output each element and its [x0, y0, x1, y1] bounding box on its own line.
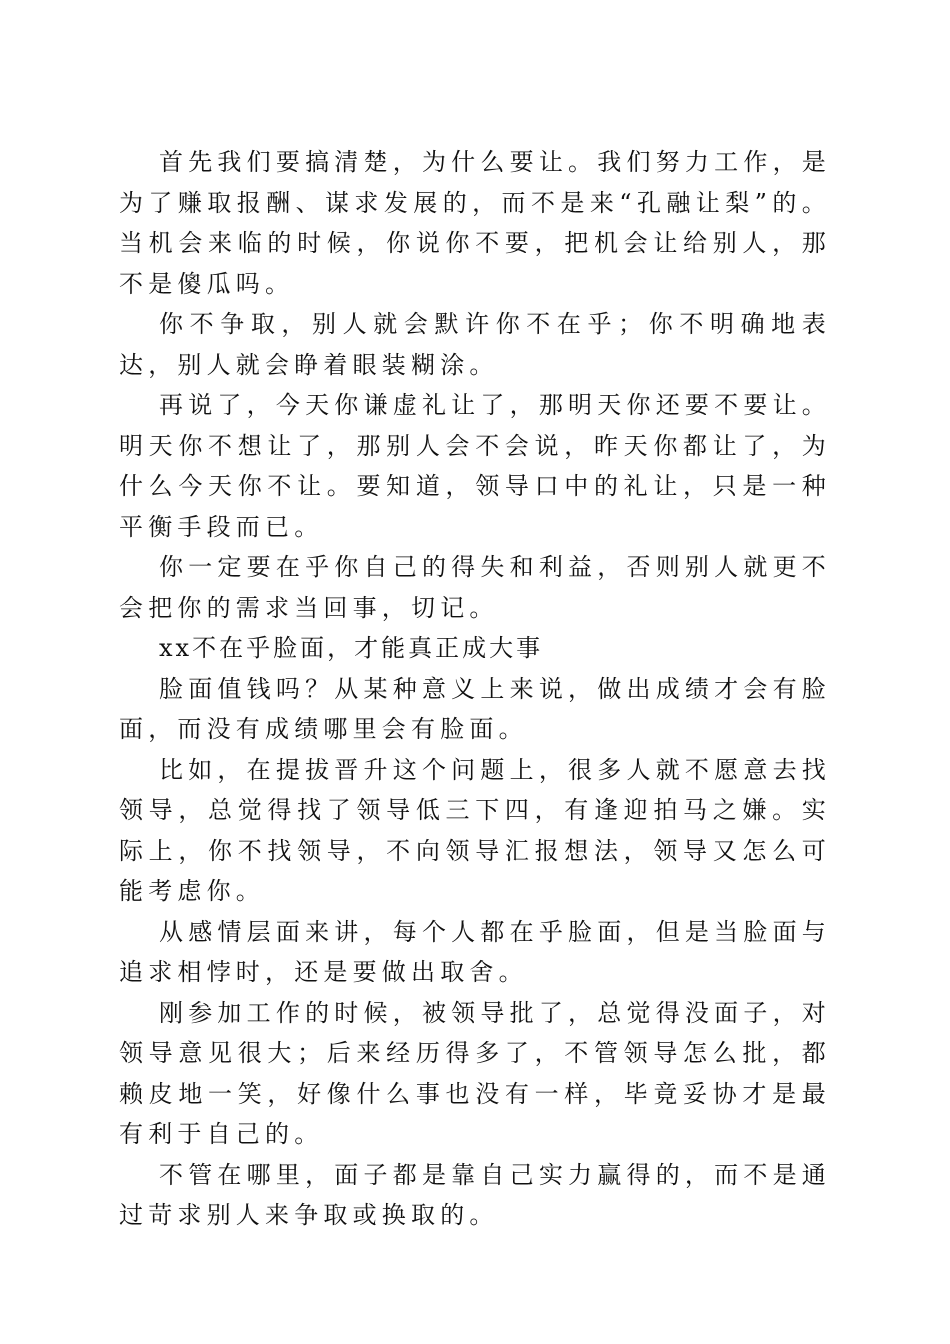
document-body — [119, 142, 831, 1236]
paragraph-1: 首先我们要搞清楚，为什么要让。我们努力工作，是为了赚取报酬、谋求发展的，而不是来“孔融让梨”的。当机会来临的时候，你说你不要，把机会让给别人，那不是傻瓜吗。 — [119, 148, 831, 298]
paragraph-9: 不管在哪里，面子都是靠自己实力赢得的，而不是通过苛求别人来争取或换取的。 — [119, 1160, 831, 1229]
paragraph-4: 你一定要在乎你自己的得失和利益，否则别人就更不会把你的需求当回事，切记。 — [119, 553, 831, 622]
paragraph-7: 从感情层面来讲，每个人都在乎脸面，但是当脸面与追求相悖时，还是要做出取舍。 — [119, 917, 831, 986]
paragraph-5: 脸面值钱吗？从某种意义上来说，做出成绩才会有脸面，而没有成绩哪里会有脸面。 — [119, 674, 831, 743]
paragraph-3: 再说了，今天你谦虚礼让了，那明天你还要不要让。明天你不想让了，那别人会不会说，昨天你都让了，为什么今天你不让。要知道，领导口中的礼让，只是一种平衡手段而已。 — [119, 391, 831, 541]
section-heading: xx不在乎脸面，才能真正成大事 — [159, 634, 544, 662]
paragraph-8: 刚参加工作的时候，被领导批了，总觉得没面子，对领导意见很大；后来经历得多了，不管领导怎么批，都赖皮地一笑，好像什么事也没有一样，毕竟妥协才是最有利于自己的。 — [119, 998, 831, 1148]
paragraph-2: 你不争取，别人就会默许你不在乎；你不明确地表达，别人就会睁着眼装糊涂。 — [119, 310, 831, 379]
paragraph-6: 比如，在提拔晋升这个问题上，很多人就不愿意去找领导，总觉得找了领导低三下四，有逢迎拍马之嫌。实际上，你不找领导，不向领导汇报想法，领导又怎么可能考虑你。 — [119, 755, 831, 905]
